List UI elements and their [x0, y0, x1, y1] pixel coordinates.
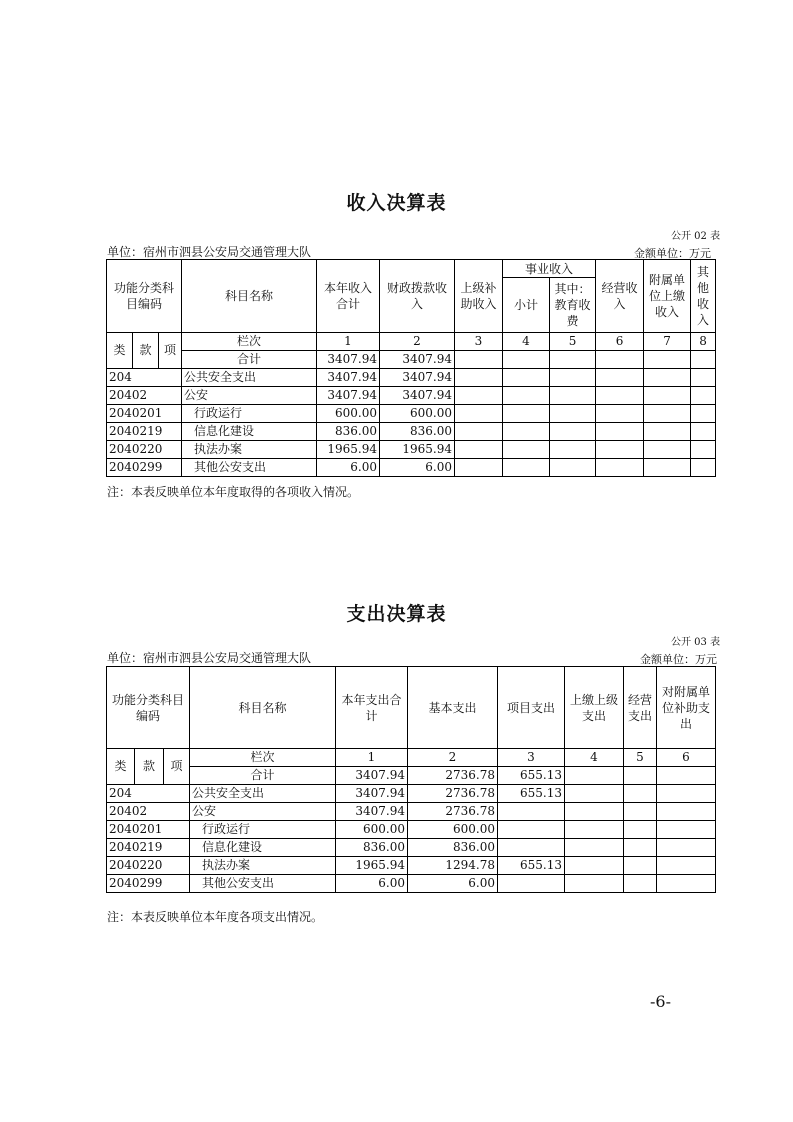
cell: [455, 405, 503, 423]
table-row: [107, 875, 716, 893]
row-code: 20402: [107, 803, 190, 821]
header-lanci: 栏次: [190, 749, 336, 767]
col-index: 2: [408, 749, 498, 767]
cell: [691, 459, 716, 477]
cell: [550, 351, 596, 369]
cell: [455, 351, 503, 369]
table-row: [107, 767, 716, 785]
header-affiliate: 附属单位上缴收入: [644, 260, 691, 333]
cell: [498, 821, 565, 839]
cell: [596, 423, 644, 441]
cell: [550, 405, 596, 423]
header-kuan: 款: [135, 749, 164, 785]
cell: [657, 839, 716, 857]
cell: [498, 839, 565, 857]
col-index: 3: [455, 333, 503, 351]
cell: 836.00: [408, 839, 498, 857]
header-kuan: 款: [133, 333, 159, 369]
header-lanci: 栏次: [182, 333, 317, 351]
expense-money-unit: 金额单位：万元: [640, 653, 717, 666]
cell: [657, 785, 716, 803]
cell: 6.00: [380, 459, 455, 477]
cell: 3407.94: [317, 351, 380, 369]
cell: 3407.94: [380, 387, 455, 405]
col-index: 5: [624, 749, 657, 767]
cell: 655.13: [498, 767, 565, 785]
page-number: -6-: [650, 992, 671, 1011]
row-name: 公安: [182, 387, 317, 405]
row-name: 行政运行: [182, 405, 317, 423]
cell: [503, 351, 550, 369]
header-lei: 类: [107, 333, 133, 369]
cell: [503, 369, 550, 387]
cell: 836.00: [317, 423, 380, 441]
col-index: 8: [691, 333, 716, 351]
cell: 655.13: [498, 785, 565, 803]
table-row: [107, 803, 716, 821]
cell: 3407.94: [317, 369, 380, 387]
cell: [550, 459, 596, 477]
cell: [565, 821, 624, 839]
cell: [657, 821, 716, 839]
row-code: 204: [107, 369, 182, 387]
row-name: 其他公安支出: [190, 875, 336, 893]
cell: [550, 369, 596, 387]
cell: [691, 405, 716, 423]
cell: [691, 369, 716, 387]
cell: [565, 839, 624, 857]
row-name: 公共安全支出: [182, 369, 317, 387]
cell: [644, 441, 691, 459]
income-table: [106, 259, 716, 477]
row-code: 2040220: [107, 441, 182, 459]
row-name: 执法办案: [182, 441, 317, 459]
cell: [503, 405, 550, 423]
row-code: 2040220: [107, 857, 190, 875]
cell: 836.00: [336, 839, 408, 857]
header-biz: 经营支出: [624, 667, 657, 749]
header-career: 事业收入: [503, 260, 596, 278]
header-subtotal: 小计: [503, 278, 550, 333]
cell: [644, 405, 691, 423]
cell: 836.00: [380, 423, 455, 441]
row-code: 2040201: [107, 821, 190, 839]
cell: 6.00: [317, 459, 380, 477]
cell: [596, 369, 644, 387]
cell: 3407.94: [336, 767, 408, 785]
header-total: 本年收入合计: [317, 260, 380, 333]
table-row: [107, 423, 716, 441]
header-xiang: 项: [164, 749, 190, 785]
col-index: 7: [644, 333, 691, 351]
header-xiang: 项: [159, 333, 182, 369]
cell: [596, 351, 644, 369]
row-name: 合计: [182, 351, 317, 369]
income-unit-label: 单位：宿州市泗县公安局交通管理大队: [107, 245, 312, 259]
header-name: 科目名称: [182, 260, 317, 333]
row-name: 其他公安支出: [182, 459, 317, 477]
income-title: 收入决算表: [346, 192, 447, 214]
header-total: 本年支出合计: [336, 667, 408, 749]
cell: 3407.94: [317, 387, 380, 405]
cell: [644, 387, 691, 405]
col-index: 1: [336, 749, 408, 767]
header-biz: 经营收入: [596, 260, 644, 333]
row-code: 2040299: [107, 875, 190, 893]
cell: [503, 459, 550, 477]
cell: [565, 857, 624, 875]
header-basic: 基本支出: [408, 667, 498, 749]
col-index: 3: [498, 749, 565, 767]
cell: [550, 423, 596, 441]
header-project: 项目支出: [498, 667, 565, 749]
cell: [644, 351, 691, 369]
expense-note: 注：本表反映单位本年度各项支出情况。: [107, 910, 324, 924]
cell: [498, 803, 565, 821]
cell: [691, 423, 716, 441]
cell: [624, 875, 657, 893]
cell: [596, 387, 644, 405]
cell: 3407.94: [380, 351, 455, 369]
cell: [657, 803, 716, 821]
row-code: 2040299: [107, 459, 182, 477]
header-edu: 其中：教育收费: [550, 278, 596, 333]
table-row: [107, 459, 716, 477]
cell: [565, 803, 624, 821]
cell: [565, 785, 624, 803]
cell: [624, 767, 657, 785]
row-name: 合计: [190, 767, 336, 785]
cell: 1965.94: [380, 441, 455, 459]
header-name: 科目名称: [190, 667, 336, 749]
cell: 3407.94: [336, 785, 408, 803]
cell: [455, 423, 503, 441]
cell: 6.00: [336, 875, 408, 893]
cell: [550, 441, 596, 459]
cell: [624, 857, 657, 875]
cell: [624, 821, 657, 839]
cell: [691, 351, 716, 369]
col-index: 6: [596, 333, 644, 351]
cell: 2736.78: [408, 803, 498, 821]
cell: [455, 369, 503, 387]
table-row: [107, 405, 716, 423]
row-name: 信息化建设: [182, 423, 317, 441]
cell: [596, 459, 644, 477]
cell: [565, 875, 624, 893]
cell: [498, 875, 565, 893]
col-index: 1: [317, 333, 380, 351]
cell: [455, 387, 503, 405]
cell: 600.00: [317, 405, 380, 423]
cell: 655.13: [498, 857, 565, 875]
col-index: 6: [657, 749, 716, 767]
expense-unit-label: 单位：宿州市泗县公安局交通管理大队: [107, 651, 312, 665]
cell: [624, 839, 657, 857]
cell: [644, 459, 691, 477]
table-row: [107, 441, 716, 459]
cell: [657, 857, 716, 875]
header-code: 功能分类科目编码: [107, 260, 182, 333]
cell: [644, 369, 691, 387]
col-index: 4: [565, 749, 624, 767]
col-index: 5: [550, 333, 596, 351]
expense-table-number: 公开 03 表: [671, 637, 721, 648]
table-row: [107, 351, 716, 369]
cell: [596, 441, 644, 459]
cell: 2736.78: [408, 767, 498, 785]
cell: 1965.94: [317, 441, 380, 459]
cell: [503, 441, 550, 459]
row-code: 204: [107, 785, 190, 803]
cell: [565, 767, 624, 785]
cell: [596, 405, 644, 423]
row-code: 20402: [107, 387, 182, 405]
cell: [691, 387, 716, 405]
col-index: 2: [380, 333, 455, 351]
row-code: 2040201: [107, 405, 182, 423]
header-other: 其他收入: [691, 260, 716, 333]
table-row: [107, 387, 716, 405]
row-code: 2040219: [107, 423, 182, 441]
table-row: [107, 839, 716, 857]
row-name: 行政运行: [190, 821, 336, 839]
header-affiliate: 对附属单位补助支出: [657, 667, 716, 749]
table-row: [107, 821, 716, 839]
col-index: 4: [503, 333, 550, 351]
cell: [550, 387, 596, 405]
row-code: 2040219: [107, 839, 190, 857]
cell: [503, 387, 550, 405]
cell: 600.00: [380, 405, 455, 423]
cell: [455, 441, 503, 459]
table-row: [107, 785, 716, 803]
cell: [455, 459, 503, 477]
cell: [644, 423, 691, 441]
cell: 600.00: [408, 821, 498, 839]
cell: 2736.78: [408, 785, 498, 803]
cell: 600.00: [336, 821, 408, 839]
cell: 6.00: [408, 875, 498, 893]
cell: 1294.78: [408, 857, 498, 875]
cell: [503, 423, 550, 441]
cell: [624, 803, 657, 821]
row-name: 公安: [190, 803, 336, 821]
cell: 1965.94: [336, 857, 408, 875]
header-upper: 上级补助收入: [455, 260, 503, 333]
table-row: [107, 369, 716, 387]
row-name: 执法办案: [190, 857, 336, 875]
header-upper: 上缴上级支出: [565, 667, 624, 749]
row-name: 信息化建设: [190, 839, 336, 857]
cell: 3407.94: [380, 369, 455, 387]
header-lei: 类: [107, 749, 135, 785]
header-fiscal: 财政拨款收入: [380, 260, 455, 333]
table-row: [107, 857, 716, 875]
income-note: 注：本表反映单位本年度取得的各项收入情况。: [107, 485, 360, 499]
income-money-unit: 金额单位：万元: [634, 247, 711, 260]
cell: [657, 875, 716, 893]
expense-table: [106, 666, 716, 893]
cell: [624, 785, 657, 803]
cell: [657, 767, 716, 785]
expense-title: 支出决算表: [346, 603, 447, 625]
cell: 3407.94: [336, 803, 408, 821]
header-code: 功能分类科目编码: [107, 667, 190, 749]
cell: [691, 441, 716, 459]
row-name: 公共安全支出: [190, 785, 336, 803]
income-table-number: 公开 02 表: [671, 231, 721, 242]
